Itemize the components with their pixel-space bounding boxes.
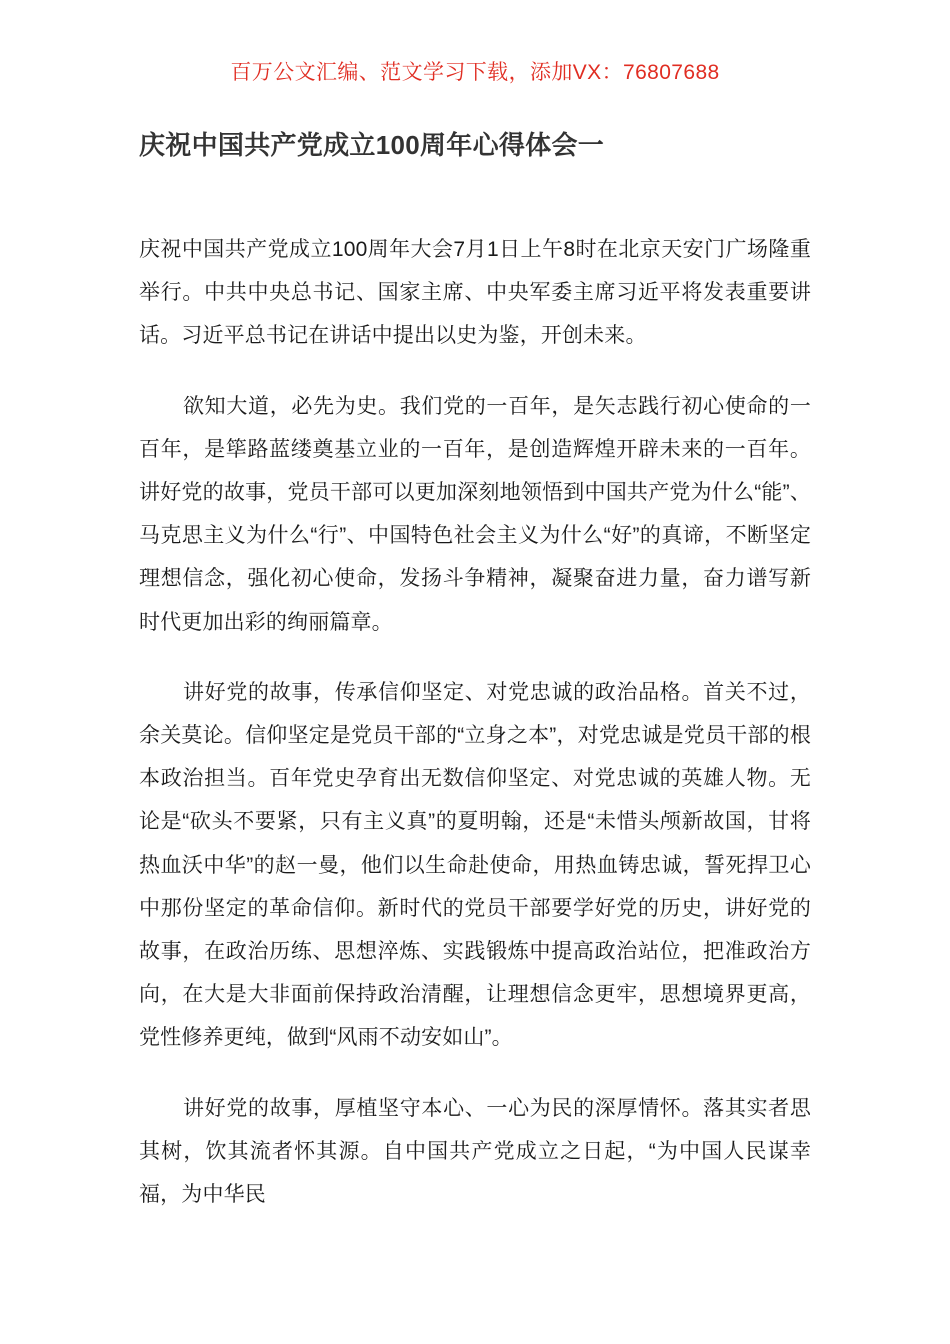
body-paragraph-3: 讲好党的故事，传承信仰坚定、对党忠诚的政治品格。首关不过，余关莫论。信仰坚定是党员干部的“立身之本”，对党忠诚是党员干部的根本政治担当。百年党史孕育出无数信仰坚定、对党忠诚的英雄人物。无论是“砍头不要紧，只有主义真”的夏明翰，还是“未惜头颅新故国，甘将热血沃中华”的赵一曼，他们以生命赴使命，用热血铸忠诚，誓死捍卫心中那份坚定的革命信仰。新时代的党员干部要学好党的历史，讲好党的故事，在政治历练、思想淬炼、实践锻炼中提高政治站位，把准政治方向，在大是大非面前保持政治清醒，让理想信念更牢，思想境界更高，党性修养更纯，做到“风雨不动安如山”。 bbox=[139, 680, 811, 1050]
promo-header-text: 百万公文汇编、范文学习下载，添加VX：76807688 bbox=[230, 61, 720, 84]
body-paragraph-1: 庆祝中国共产党成立100周年大会7月1日上午8时在北京天安门广场隆重举行。中共中央总书记、国家主席、中央军委主席习近平将发表重要讲话。习近平总书记在讲话中提出以史为鉴，开创未来。 bbox=[139, 238, 811, 348]
document-content-column bbox=[139, 124, 811, 1216]
body-paragraph-4: 讲好党的故事，厚植坚守本心、一心为民的深厚情怀。落其实者思其树，饮其流者怀其源。自中国共产党成立之日起，“为中国人民谋幸福，为中华民 bbox=[139, 1096, 811, 1207]
page-title: 庆祝中国共产党成立100周年心得体会一 bbox=[139, 130, 605, 160]
body-paragraph-2: 欲知大道，必先为史。我们党的一百年，是矢志践行初心使命的一百年，是筚路蓝缕奠基立业的一百年，是创造辉煌开辟未来的一百年。讲好党的故事，党员干部可以更加深刻地领悟到中国共产党为什么“能”、马克思主义为什么“行”、中国特色社会主义为什么“好”的真谛，不断坚定理想信念，强化初心使命，发扬斗争精神，凝聚奋进力量，奋力谱写新时代更加出彩的绚丽篇章。 bbox=[139, 394, 811, 634]
paragraph-list bbox=[139, 228, 811, 1216]
promo-header-bar bbox=[0, 62, 950, 83]
